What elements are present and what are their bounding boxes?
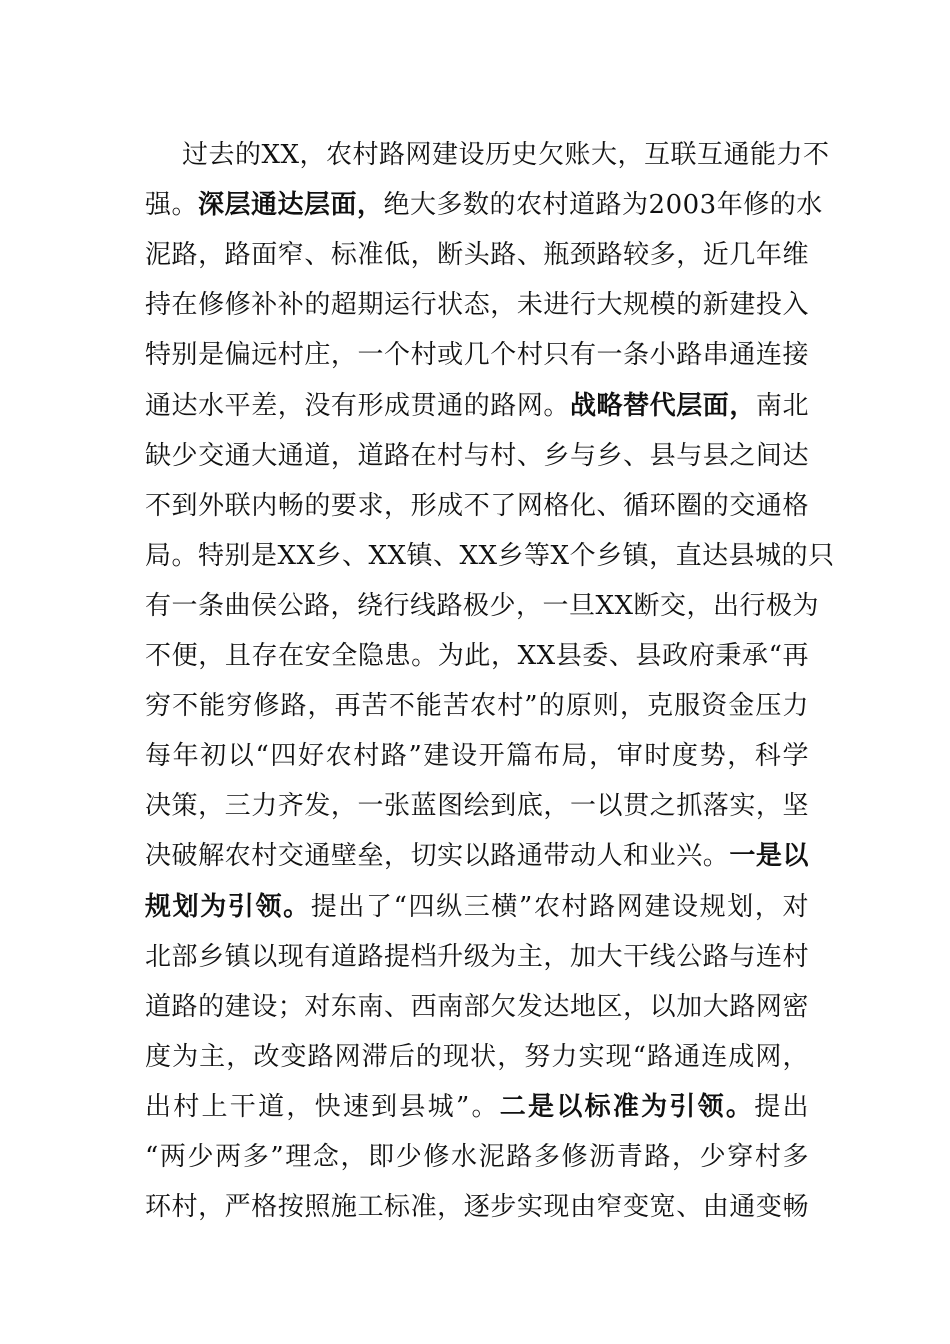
body-text: 北部乡镇以现有道路提档升级为主，加大干线公路与连村 <box>145 941 809 972</box>
body-text: 局。特别是XX乡、XX镇、XX乡等X个乡镇，直达县城的只 <box>145 540 835 571</box>
body-text: 泥路，路面窄、标准低，断头路、瓶颈路较多，近几年维 <box>145 240 809 271</box>
paragraph-line <box>182 138 830 172</box>
paragraph-line <box>145 539 835 573</box>
body-text: 决策，三力齐发，一张蓝图绘到底，一以贯之抓落实，坚 <box>145 791 809 822</box>
paragraph-line <box>145 990 809 1024</box>
bold-heading-text: 战略替代层面， <box>569 390 756 421</box>
body-text: 每年初以“四好农村路”建设开篇布局，审时度势，科学 <box>145 741 809 772</box>
bold-heading-text: 一是以 <box>729 841 809 872</box>
body-text: 提出了“四纵三横”农村路网建设规划，对 <box>310 891 809 922</box>
paragraph-line <box>145 940 809 974</box>
paragraph-line <box>145 839 809 873</box>
paragraph-line <box>145 589 820 623</box>
body-text: 道路的建设；对东南、西南部欠发达地区，以加大路网密 <box>145 991 809 1022</box>
paragraph-line <box>145 238 809 272</box>
bold-heading-text: 规划为引领。 <box>145 891 311 922</box>
paragraph-line <box>145 789 809 823</box>
paragraph-line <box>145 1090 809 1124</box>
bold-heading-text: 深层通达层面， <box>198 190 384 221</box>
paragraph-line <box>145 188 823 222</box>
body-text: “两少两多”理念，即少修水泥路多修沥青路，少穿村多 <box>145 1142 809 1172</box>
body-text: 穷不能穷修路，再苦不能苦农村”的原则，克服资金压力 <box>145 691 809 722</box>
paragraph-line <box>145 1140 809 1174</box>
body-text: 过去的XX，农村路网建设历史欠账大，互联互通能力不 <box>182 140 830 170</box>
body-text: 环村，严格按照施工标准，逐步实现由窄变宽、由通变畅 <box>145 1192 809 1223</box>
paragraph-line <box>145 288 809 322</box>
bold-heading-text: 二是以标准为引领。 <box>499 1091 755 1122</box>
paragraph-line <box>145 689 809 723</box>
body-text: 提出 <box>754 1091 809 1122</box>
body-text: 缺少交通大通道，道路在村与村、乡与乡、县与县之间达 <box>145 440 809 471</box>
paragraph-line <box>145 639 809 673</box>
body-text: 强。 <box>145 190 199 221</box>
body-text: 南北 <box>755 390 809 421</box>
body-text: 持在修修补补的超期运行状态，未进行大规模的新建投入 <box>145 290 809 321</box>
body-text: 有一条曲侯公路，绕行线路极少，一旦XX断交，出行极为 <box>145 590 820 621</box>
body-text: 特别是偏远村庄，一个村或几个村只有一条小路串通连接 <box>145 340 809 371</box>
body-text: 绝大多数的农村道路为2003年修的水 <box>383 190 823 221</box>
paragraph-line <box>145 1190 809 1224</box>
paragraph-line <box>145 338 809 372</box>
body-text: 决破解农村交通壁垒，切实以路通带动人和业兴。 <box>145 841 730 872</box>
body-text: 不到外联内畅的要求，形成不了网格化、循环圈的交通格 <box>145 490 809 521</box>
paragraph-line <box>145 389 809 423</box>
paragraph-line <box>145 489 809 523</box>
paragraph-line <box>145 890 809 924</box>
body-text: 度为主，改变路网滞后的现状，努力实现“路通连成网， <box>145 1041 809 1072</box>
body-text: 不便，且存在安全隐患。为此，XX县委、县政府秉承“再 <box>145 641 809 671</box>
body-text: 通达水平差，没有形成贯通的路网。 <box>145 390 570 421</box>
paragraph-line <box>145 439 809 473</box>
body-text: 出村上干道，快速到县城”。 <box>145 1091 500 1122</box>
paragraph-line <box>145 1040 809 1074</box>
paragraph-line <box>145 739 809 773</box>
